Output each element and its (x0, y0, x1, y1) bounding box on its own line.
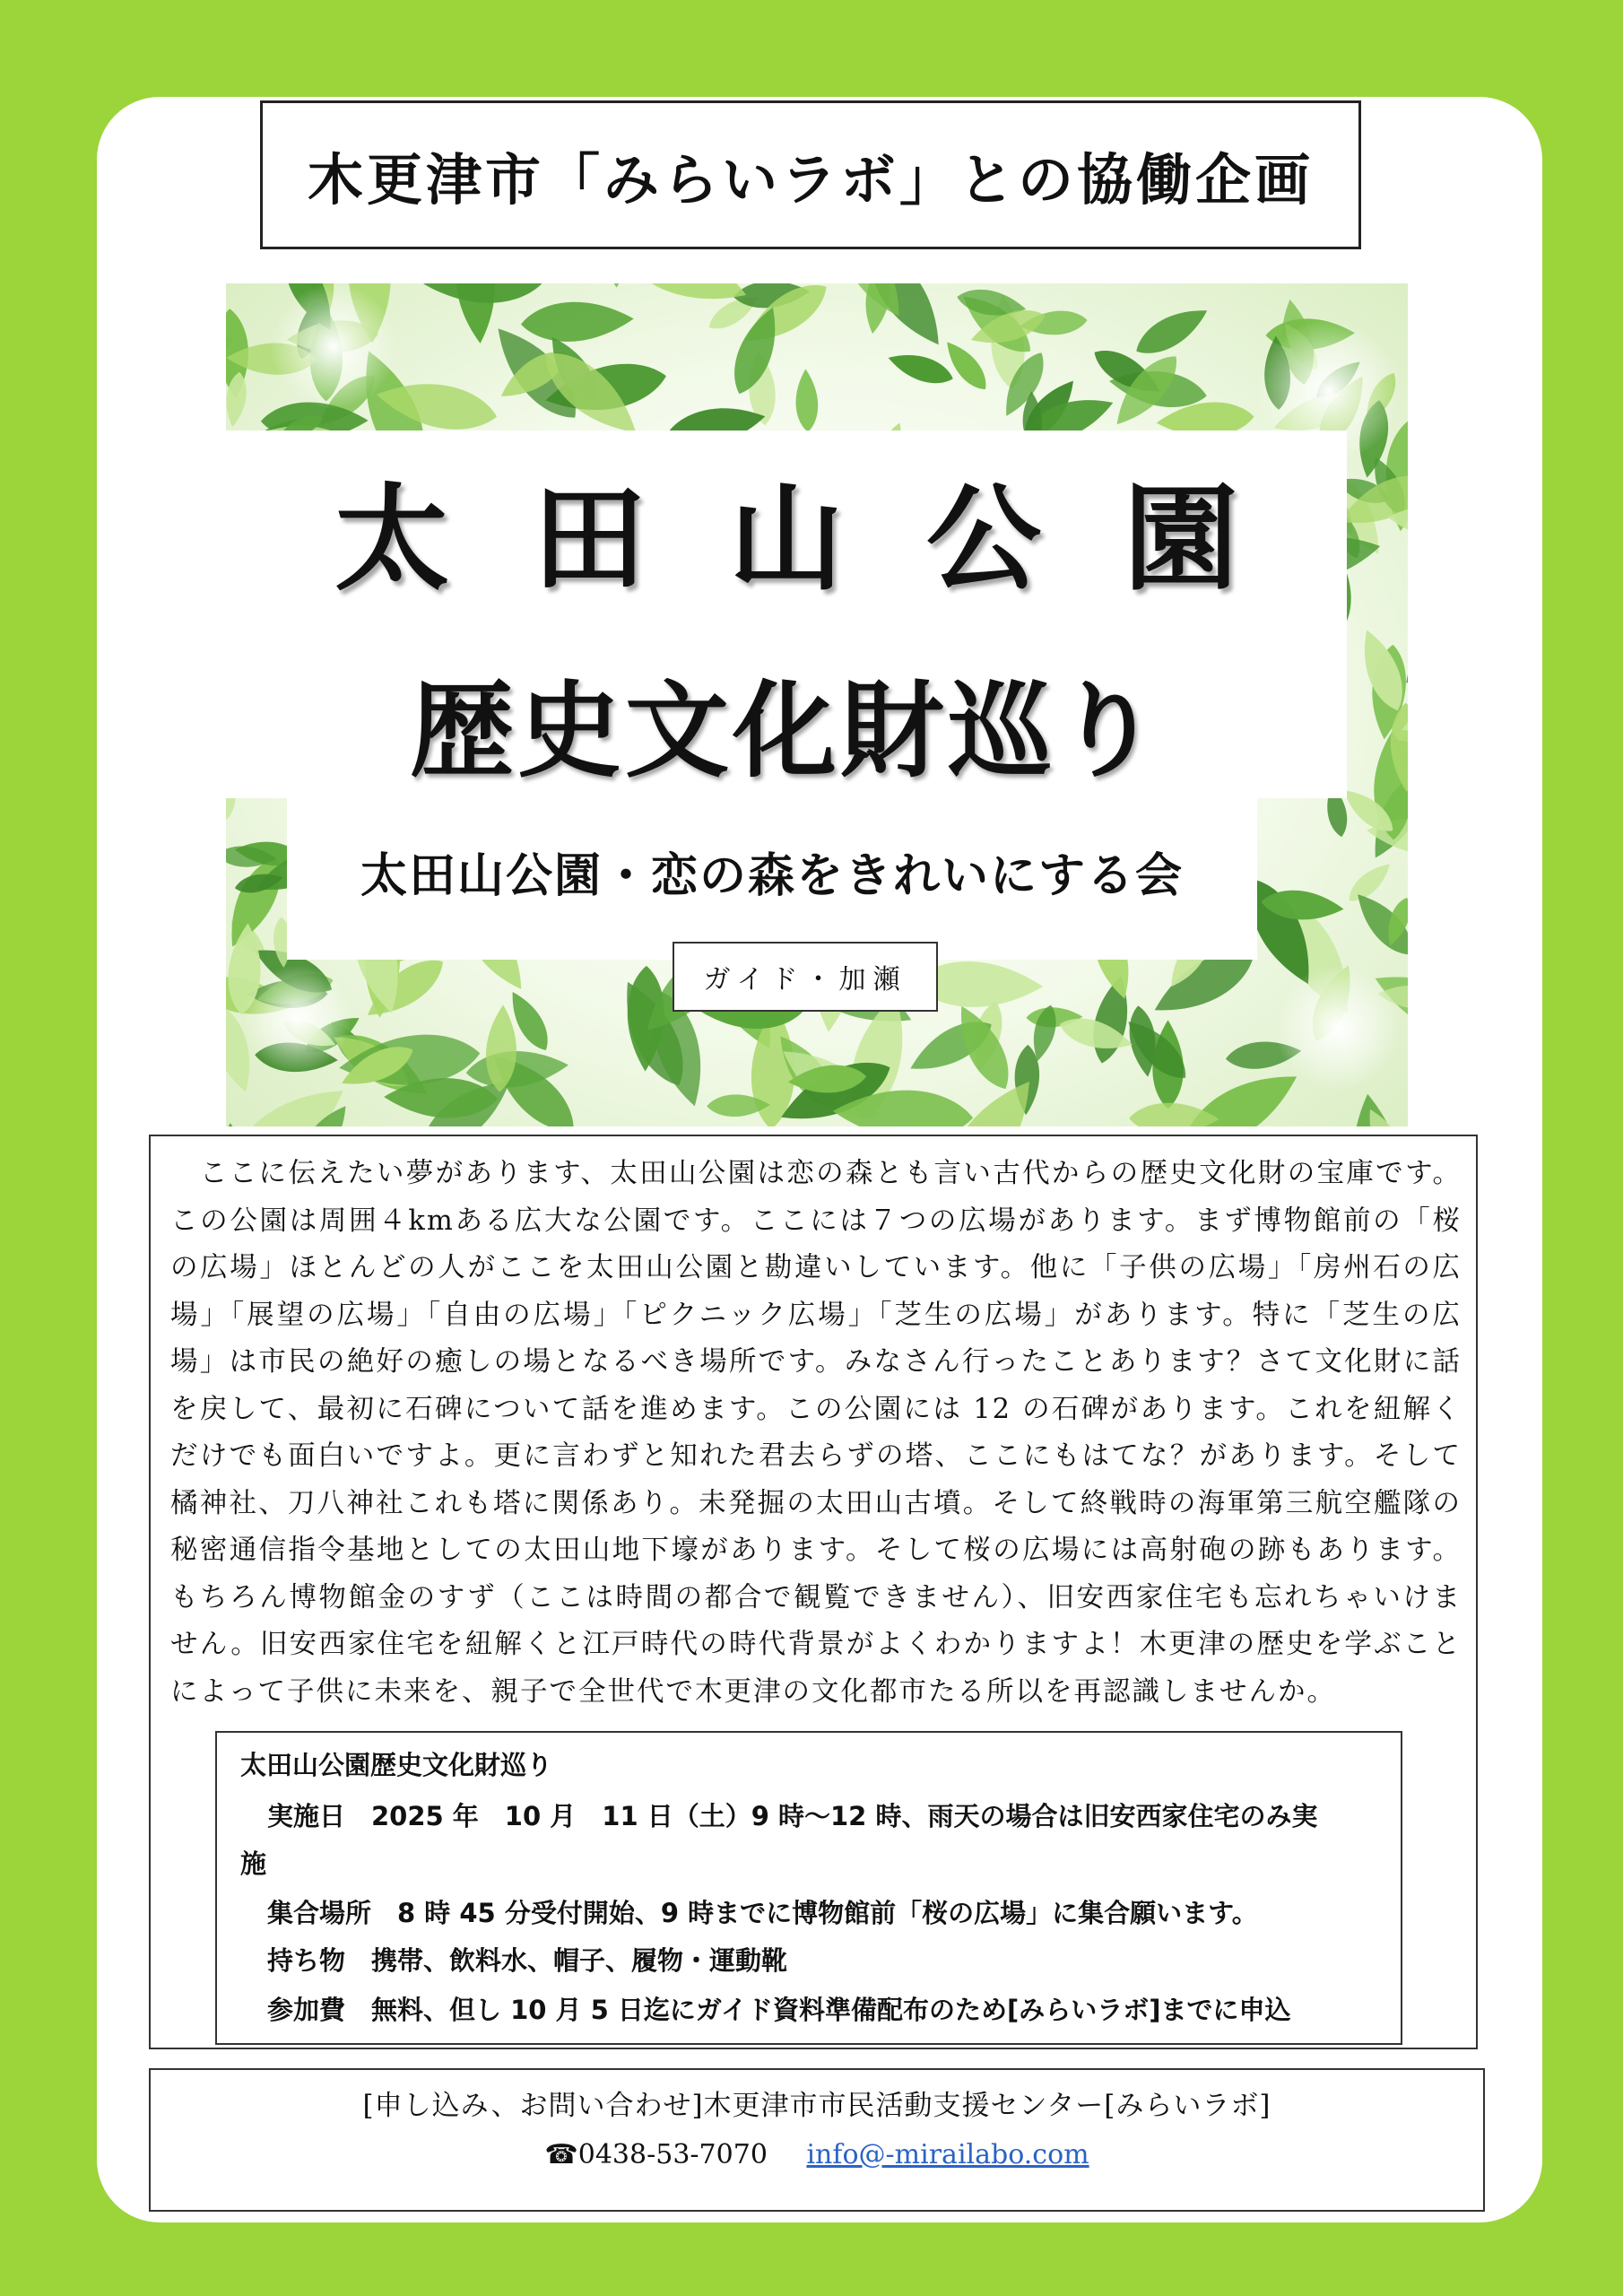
leaf-shape (1087, 972, 1136, 1066)
hero-title-park: 太田山公園 (334, 473, 1321, 606)
leaf-shape (520, 299, 635, 344)
leaf-shape (1129, 1102, 1219, 1126)
detail-date-cont: 施 (240, 1848, 267, 1879)
leaf-shape (464, 1048, 569, 1091)
phone-number[interactable]: ☎0438-53-7070 (544, 2139, 768, 2170)
leaf-shape (794, 369, 819, 432)
detail-date: 実施日 2025 年 10 月 11 日（土）9 時～12 時、雨天の場合は旧安西家住宅のみ実 (267, 1801, 1318, 1831)
header-box (260, 100, 1361, 249)
detail-belongings: 持ち物 携帯、飲料水、帽子、履物・運動靴 (267, 1945, 788, 1976)
header-title: 木更津市「みらいラボ」との協働企画 (307, 146, 1314, 213)
guide-box (673, 942, 938, 1012)
leaf-shape (1129, 299, 1214, 364)
body-paragraph: ここに伝えたい夢があります、太田山公園は恋の森とも言い古代からの歴史文化財の宝庫です。この公園は周囲４kmある広大な公園です。ここには７つの広場があります。まず博物館前の「桜の広場」ほとんどの人がここを太田山公園と勘違いしています。他に「子供の広場」「房州石の広場」「展望の広場」「自由の広場」「ピクニック広場」「芝生の広場」があります。特に「芝生の広場」は市民の絶好の癒しの場となるべき場所です。みなさん行ったことあります？さて文化財に話を戻して、最初に石碑について話を進めます。この公園には 12 の石碑があります。これを紐解くだけでも面白いですよ。更に言わずと知れた君去らずの塔、ここにもはてな？があります。そして橘神社、刀八神社これも塔に関係あり。未発掘の太田山古墳。そして終戦時の海軍第三航空艦隊の秘密通信指令基地としての太田山地下壕があります。そして桜の広場には高射砲の跡もあります。もちろん博物館金のすず（ここは時間の都合で観覧できません）、旧安西家住宅も忘れちゃいけません。旧安西家住宅を紐解くと江戸時代の時代背景がよくわかりますよ！木更津の歴史を学ぶことによって子供に未来を、親子で全世代で木更津の文化都市たる所以を再認識しませんか。 (170, 1158, 1462, 1708)
leaf-shape (423, 283, 546, 305)
email-link[interactable]: info@-mirailabo.com (806, 2139, 1089, 2170)
leaf-shape (885, 346, 957, 390)
hero-title-tour: 歴史文化財巡り (410, 671, 1163, 792)
leaf-shape (226, 1123, 251, 1126)
detail-fee: 参加費 無料、但し 10 月 5 日迄にガイド資料準備配布のため[みらいラボ]までに申込 (267, 1995, 1291, 2025)
leaf-shape (939, 335, 994, 396)
detail-meeting: 集合場所 8 時 45 分受付開始、9 時までに博物館前「桜の広場」に集合願います。 (267, 1898, 1258, 1928)
details-title: 太田山公園歴史文化財巡り (240, 1750, 553, 1780)
contact-details (149, 2139, 1485, 2170)
leaf-shape (603, 283, 627, 288)
guide-label: ガイド・加瀬 (703, 964, 907, 996)
hero-subtitle: 太田山公園・恋の森をきれいにする会 (360, 849, 1184, 903)
contact-line: [申し込み、お問い合わせ]木更津市市民活動支援センター[みらいラボ] (362, 2090, 1271, 2122)
